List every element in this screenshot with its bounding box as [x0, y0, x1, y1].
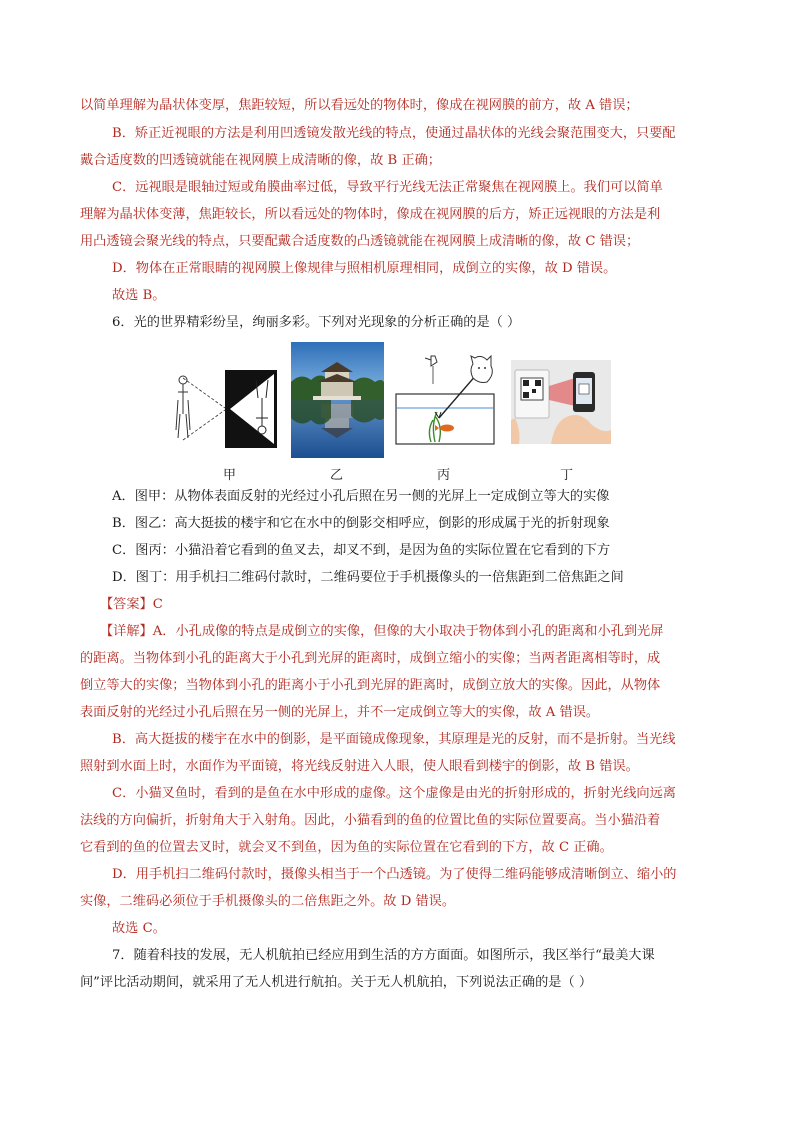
question-6-figures: [0, 340, 794, 485]
explanation-line: B．矫正近视眼的方法是利用凹透镜发散光线的特点，使通过晶状体的光线会聚范围变大，只要配: [112, 126, 676, 141]
figure-caption-jia: 甲: [223, 468, 237, 483]
option-b: B．图乙：高大挺拔的楼宇和它在水中的倒影交相呼应，倒影的形成属于光的折射现象: [112, 516, 610, 531]
final-choice: 故选 C。: [112, 921, 166, 936]
explanation-line: 倒立等大的实像；当物体到小孔的距离小于小孔到光屏的距离时，成倒立放大的实像。因此，从物体: [80, 678, 661, 693]
figure-caption-bing: 丙: [437, 468, 451, 483]
explanation-line: 法线的方向偏折，折射角大于入射角。因此，小猫看到的鱼的位置比鱼的实际位置要高。当小猫沿着: [80, 813, 661, 828]
pavilion-reflection-icon: [291, 342, 384, 458]
explanation-line: B．高大挺拔的楼宇在水中的倒影，是平面镜成像现象，其原理是光的反射，而不是折射。当光线: [112, 732, 676, 747]
answer-tag: 【答案】: [100, 597, 153, 612]
question-6-stem: 6．光的世界精彩纷呈，绚丽多彩。下列对光现象的分析正确的是（ ）: [112, 315, 521, 330]
explanation-line: 以简单理解为晶状体变厚，焦距较短，所以看远处的物体时，像成在视网膜的前方，故 A 错误；: [80, 98, 639, 113]
explanation-line: 它看到的鱼的位置去叉时，就会叉不到鱼，因为鱼的实际位置在它看到的下方，故 C 正确。: [80, 840, 613, 855]
explanation-line: 用凸透镜会聚光线的特点，只要配戴合适度数的凸透镜就能在视网膜上成清晰的像，故 C 错误；: [80, 234, 640, 249]
explanation-line: 照射到水面上时，水面作为平面镜，将光线反射进入人眼，使人眼看到楼宇的倒影，故 B 错误。: [80, 759, 639, 774]
pinhole-camera-icon: [170, 370, 280, 450]
explanation-line: 的距离。当物体到小孔的距离大于小孔到光屏的距离时，成倒立缩小的实像；当两者距离相等时，成: [80, 651, 661, 666]
figure-yi-pavilion-photo: [291, 342, 384, 462]
figure-bing-cat-fishing: [395, 354, 497, 450]
cat-spearing-fish-icon: [395, 354, 497, 446]
explanation-line: 表面反射的光经过小孔后照在另一侧的光屏上，并不一定成倒立等大的实像，故 A 错误。: [80, 705, 600, 720]
figure-caption-ding: 丁: [560, 468, 574, 483]
explanation-line: [100, 622, 663, 642]
option-d: D．图丁：用手机扫二维码付款时，二维码要位于手机摄像头的一倍焦距到二倍焦距之间: [112, 570, 624, 585]
explanation-text: A．小孔成像的特点是成倒立的实像，但像的大小取决于物体到小孔的距离和小孔到光屏: [152, 624, 664, 639]
explanation-line: 戴合适度数的凹透镜就能在视网膜上成清晰的像，故 B 正确；: [80, 153, 441, 168]
option-a: A．图甲：从物体表面反射的光经过小孔后照在另一侧的光屏上一定成倒立等大的实像: [112, 489, 610, 504]
figure-ding-qr-scan-photo: [511, 360, 611, 448]
explanation-line: D．用手机扫二维码付款时，摄像头相当于一个凸透镜。为了使得二维码能够成清晰倒立、缩小的: [112, 867, 677, 882]
option-c: C．图丙：小猫沿着它看到的鱼叉去，却叉不到，是因为鱼的实际位置在它看到的下方: [112, 543, 611, 558]
answer-line: [100, 595, 163, 615]
explanation-line: D．物体在正常眼睛的视网膜上像规律与照相机原理相同，成倒立的实像，故 D 错误。: [112, 261, 617, 276]
final-choice: 故选 B。: [112, 288, 166, 303]
figure-caption-yi: 乙: [330, 468, 344, 483]
figure-jia-pinhole: [170, 370, 280, 454]
detail-tag: 【详解】: [100, 624, 153, 639]
phone-scanning-qr-icon: [511, 360, 611, 444]
explanation-line: C．小猫叉鱼时，看到的是鱼在水中形成的虚像。这个虚像是由光的折射形成的，折射光线向远离: [112, 786, 676, 801]
answer-value: C: [152, 597, 163, 612]
explanation-line: 理解为晶状体变薄，焦距较长，所以看远处的物体时，像成在视网膜的后方，矫正远视眼的方法是利: [80, 207, 661, 222]
question-7-stem-cont: 间”评比活动期间，就采用了无人机进行航拍。关于无人机航拍，下列说法正确的是（ ）: [80, 975, 593, 990]
explanation-line: 实像，二维码必须位于手机摄像头的二倍焦距之外。故 D 错误。: [80, 894, 456, 909]
explanation-line: C．远视眼是眼轴过短或角膜曲率过低，导致平行光线无法正常聚焦在视网膜上。我们可以简单: [112, 180, 663, 195]
question-7-stem: 7．随着科技的发展，无人机航拍已经应用到生活的方方面面。如图所示，我区举行“最美大课: [112, 948, 655, 963]
